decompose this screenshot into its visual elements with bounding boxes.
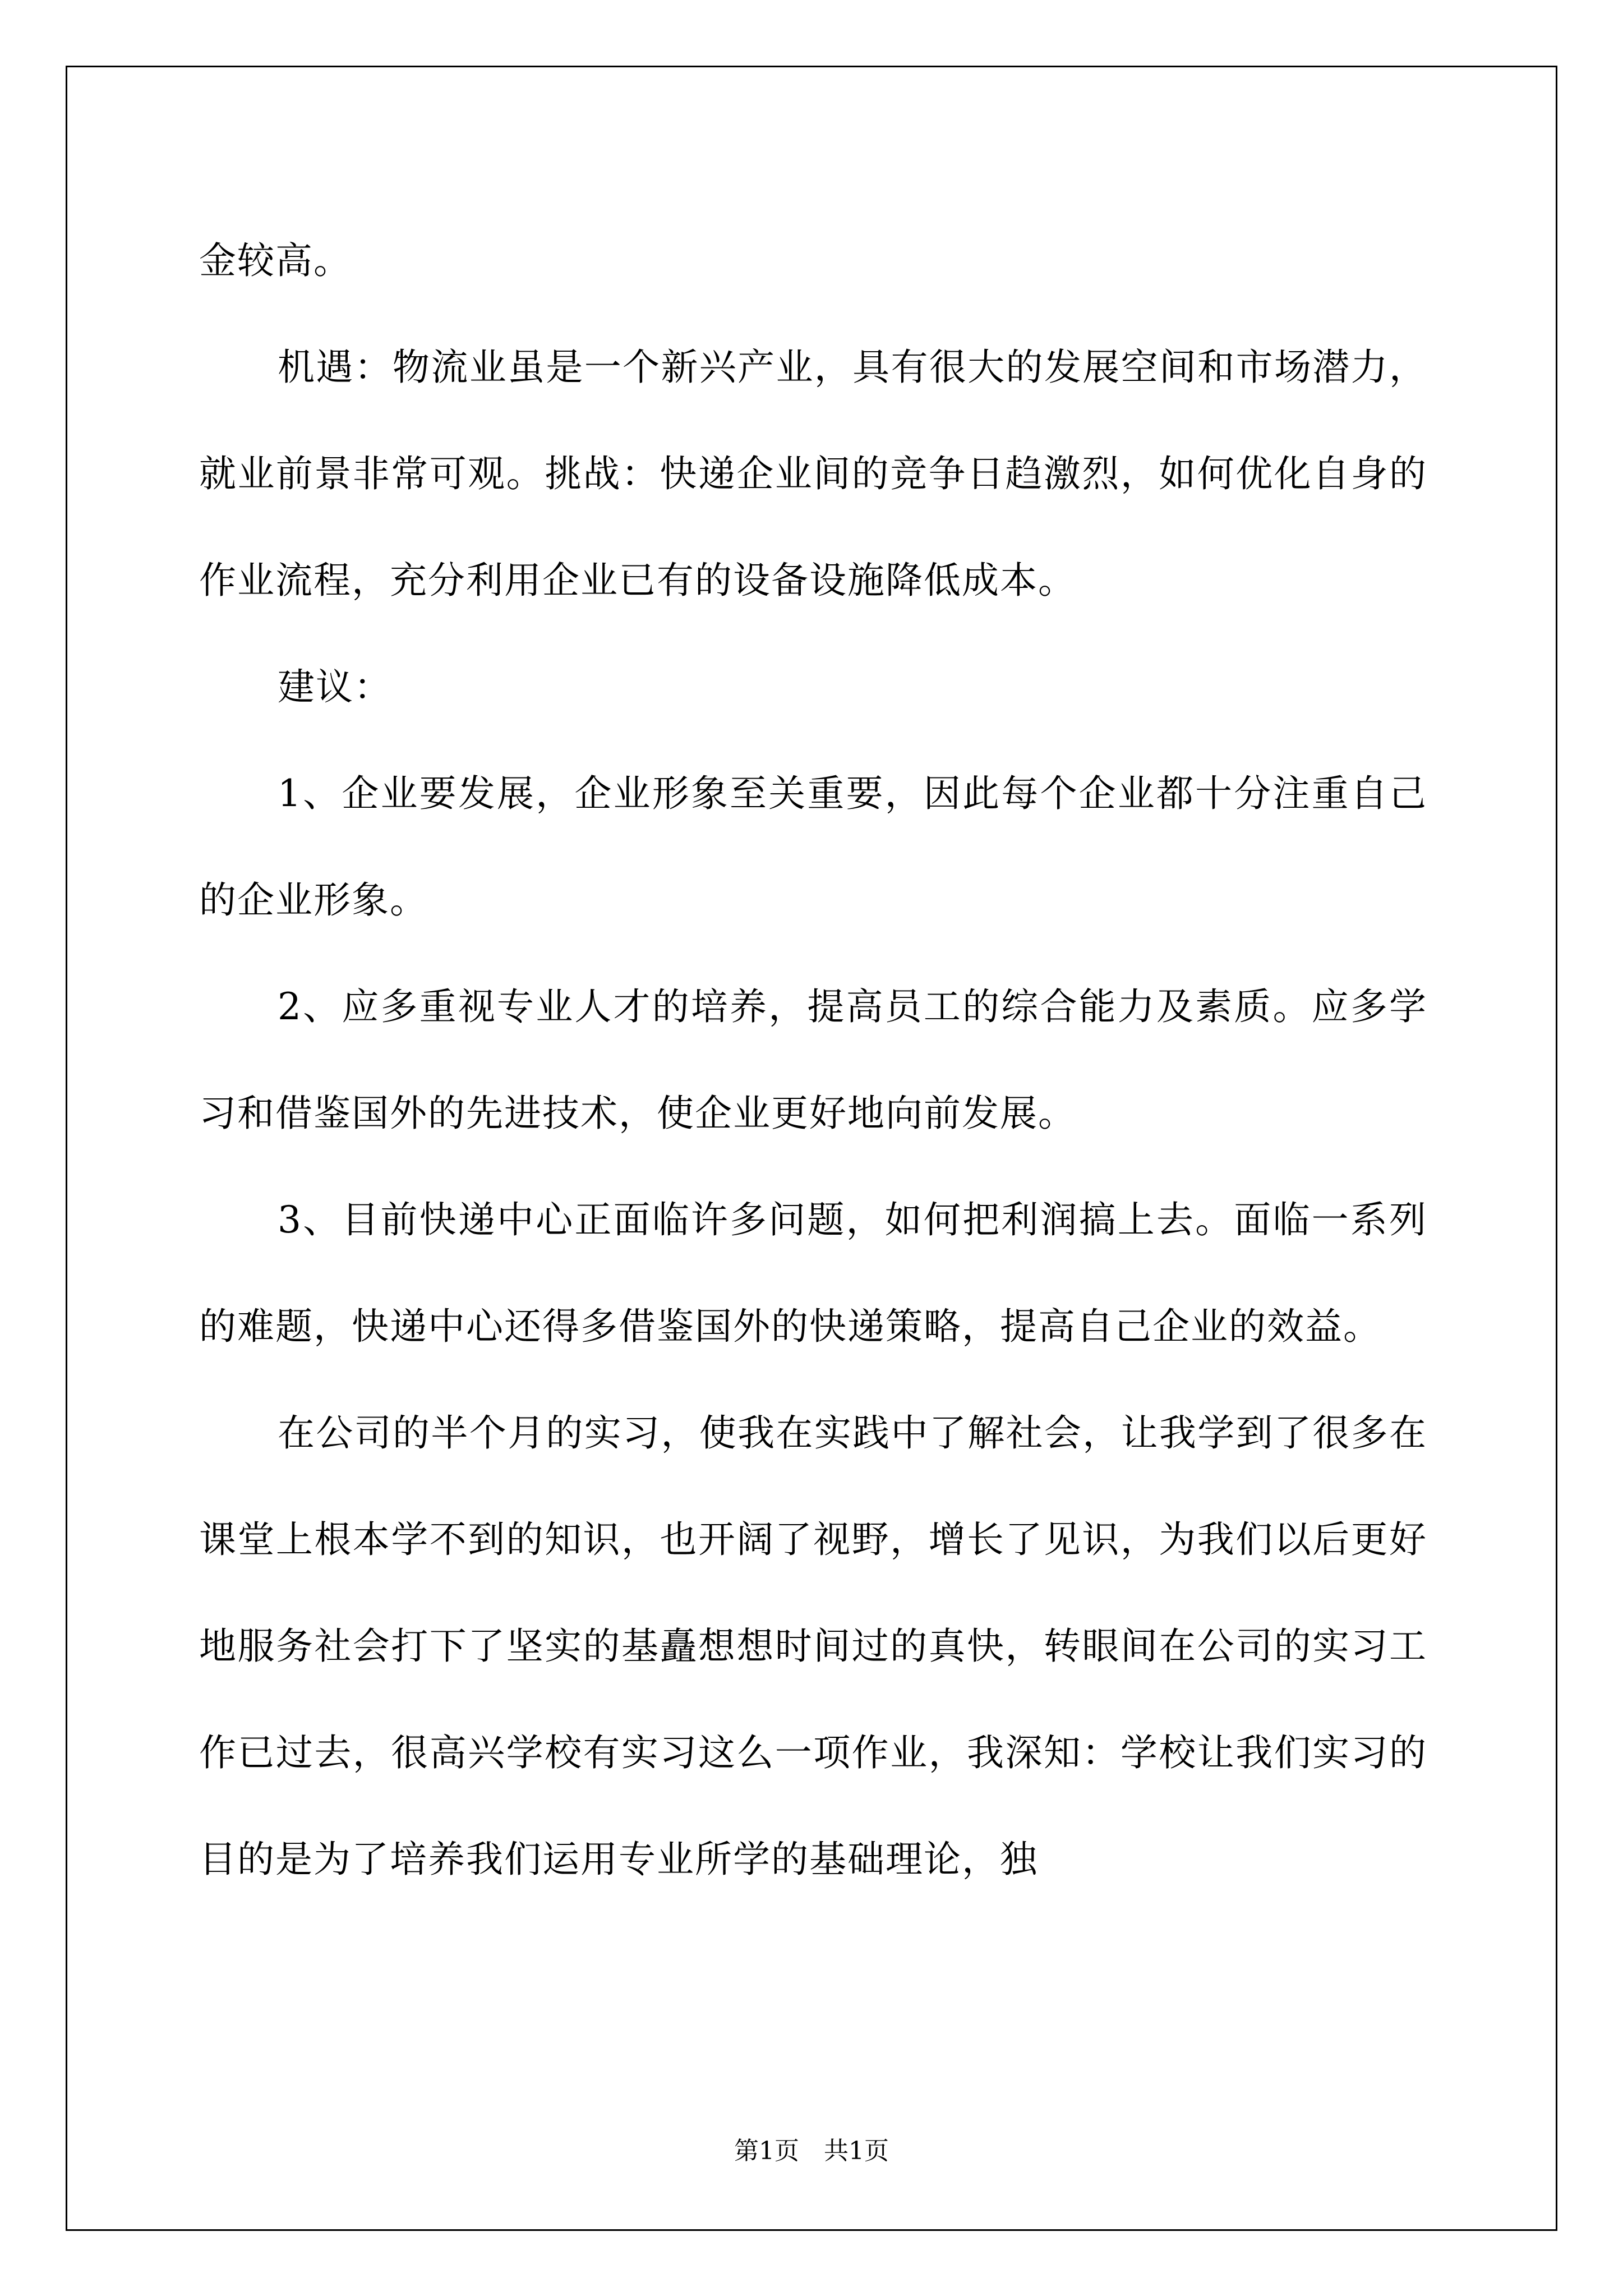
paragraph-4: 1、企业要发展，企业形象至关重要，因此每个企业都十分注重自己的企业形象。: [199, 772, 1427, 922]
paragraph-2: 机遇：物流业虽是一个新兴产业，具有很大的发展空间和市场潜力，就业前景非常可观。挑战：快递企业间的竞争日趋激烈，如何优化自身的作业流程，充分利用企业已有的设备设施降低成本。: [199, 346, 1427, 602]
paragraph-3: 建议：: [278, 665, 392, 708]
paragraph-5: 2、应多重视专业人才的培养，提高员工的综合能力及素质。应多学习和借鉴国外的先进技术，使企业更好地向前发展。: [199, 985, 1427, 1135]
page-footer: 第1页 共1页: [734, 2137, 889, 2165]
paragraph-7: 在公司的半个月的实习，使我在实践中了解社会，让我学到了很多在课堂上根本学不到的知识，也开阔了视野，增长了见识，为我们以后更好地服务社会打下了坚实的基矗想想时间过的真快，转眼间在公司的实习工作已过去，很高兴学校有实习这么一项作业，我深知：学校让我们实习的目的是为了培养我们运用专业所学的基础理论，独: [199, 1411, 1427, 1881]
document-body: [199, 208, 1427, 1913]
paragraph-6: 3、目前快递中心正面临许多问题，如何把利润搞上去。面临一系列的难题，快递中心还得多借鉴国外的快递策略，提高自己企业的效益。: [199, 1198, 1427, 1348]
paragraph-1: 金较高。: [199, 239, 352, 282]
